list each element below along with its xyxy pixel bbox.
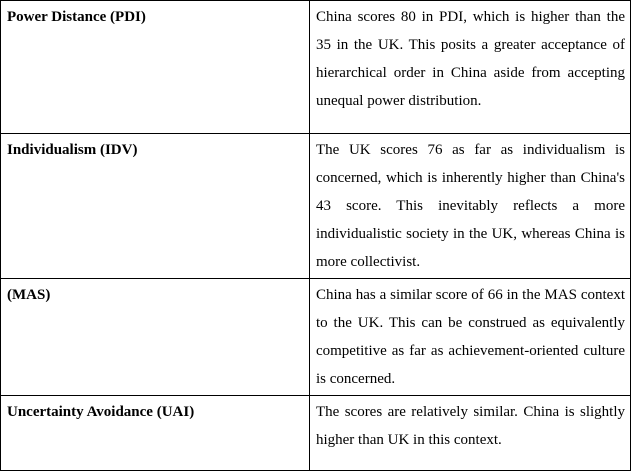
dimension-description: China has a similar score of 66 in the MAS context to the UK. This can be construed as equivalently competitive as far as achievement-oriented culture is concerned.: [309, 279, 630, 396]
table-row: [1, 279, 631, 396]
dimension-description: The UK scores 76 as far as individualism is concerned, which is inherently higher than China's 43 score. This inevitably reflects a more individualistic society in the UK, whereas China is more collectivist.: [309, 134, 630, 279]
dimension-name: (MAS): [1, 279, 310, 396]
dimension-name: Individualism (IDV): [1, 134, 310, 279]
dimension-name: Uncertainty Avoidance (UAI): [1, 396, 310, 471]
table-row: [1, 134, 631, 279]
table-row: [1, 396, 631, 471]
dimension-description: The scores are relatively similar. China is slightly higher than UK in this context.: [309, 396, 630, 471]
table-row: [1, 1, 631, 134]
dimension-description: China scores 80 in PDI, which is higher than the 35 in the UK. This posits a greater acceptance of hierarchical order in China aside from accepting unequal power distribution.: [309, 1, 630, 134]
dimension-name: Power Distance (PDI): [1, 1, 310, 134]
